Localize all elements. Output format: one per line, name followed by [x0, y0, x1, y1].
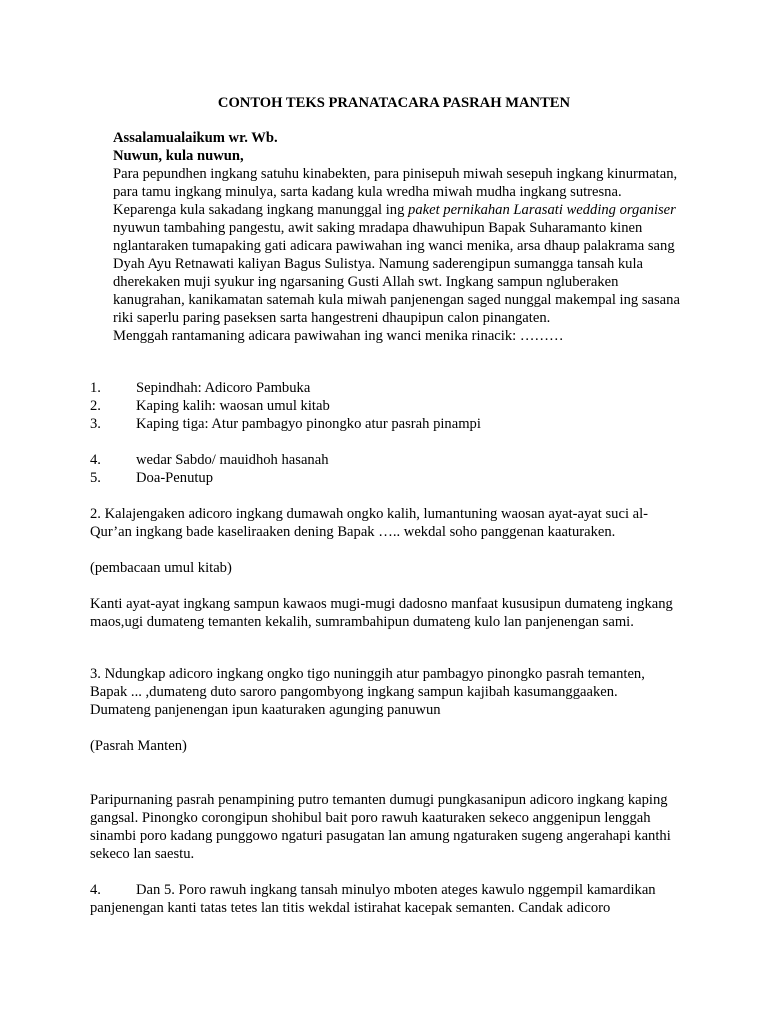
agenda-number: 4. [90, 452, 101, 468]
agenda-item [0, 415, 700, 433]
agenda-number: 3. [90, 416, 101, 432]
agenda-item [0, 379, 700, 397]
paragraph-kanti: Kanti ayat-ayat ingkang sampun kawaos mugi-mugi dadosno manfaat kususipun dumateng ingkang maos,ugi dumateng temanten kekalih, sumrambahipun dumateng kulo lan panjenengan sami. [90, 596, 673, 630]
intro-section [113, 129, 693, 345]
agenda-item [0, 469, 700, 487]
agenda-text: Kaping tiga: Atur pambagyo pinongko atur pasrah pinampi [136, 416, 481, 432]
document-title: CONTOH TEKS PRANATACARA PASRAH MANTEN [217, 95, 571, 111]
paragraph-pasrah: (Pasrah Manten) [90, 738, 187, 754]
intro-paragraph-2-end: nyuwun tambahing pangestu, awit saking mradapa dhawuhipun Bapak Suharamanto kinen nglantaraken tumapaking gati adicara pawiwahan ing wanci menika, arsa dhaup palakrama sang Dyah Ayu Retnawati kaliyan Bagus Sulistya. Namung saderengipun sumangga tansah kula dherekaken muji syukur ing ngarsaning Gusti Allah swt. Ingkang sampun ngluberaken kanugrahan, kanikamatan satemah kula miwah panjenengan saged nunggal makempal ing sasana riki saperlu paring paseksen sarta hangestreni dhaupipun calon pinangaten. [113, 220, 680, 326]
intro-paragraph-3: Menggah rantamaning adicara pawiwahan ing wanci menika rinacik: ……… [113, 328, 564, 344]
paragraph-item-four [90, 881, 680, 917]
paragraph-item-three: 3. Ndungkap adicoro ingkang ongko tigo nuninggih atur pambagyo pinongko pasrah temanten, Bapak ... ,dumateng duto saroro pangombyong ingkang sampun kajibah kasumanggaaken. Dumateng panjenengan ipun kaaturaken agunging panuwun [90, 666, 645, 718]
paragraph-item-four-number: 4. [90, 882, 101, 898]
agenda-list-b [0, 451, 700, 487]
agenda-text: Kaping kalih: waosan umul kitab [136, 398, 330, 414]
agenda-number: 2. [90, 398, 101, 414]
paragraph-item-four-text: Dan 5. Poro rawuh ingkang tansah minulyo mboten ateges kawulo nggempil kamardikan panjenengan kanti tatas tetes lan titis wekdal istirahat kacepak semanten. Candak adicoro [90, 882, 656, 916]
greeting-nuwun: Nuwun, kula nuwun, [113, 148, 244, 164]
agenda-text: Sepindhah: Adicoro Pambuka [136, 380, 311, 396]
agenda-text: Doa-Penutup [136, 470, 214, 486]
paragraph-pembacaan: (pembacaan umul kitab) [90, 560, 232, 576]
intro-paragraph-2-italic: paket pernikahan Larasati wedding organiser [408, 202, 676, 218]
agenda-number: 5. [90, 470, 101, 486]
agenda-list-a [0, 379, 700, 433]
agenda-number: 1. [90, 380, 101, 396]
paragraph-paripurna: Paripurnaning pasrah penampining putro temanten dumugi pungkasanipun adicoro ingkang kaping gangsal. Pinongko corongipun shohibul bait poro rawuh kaaturaken sekeco anggenipun lenggah sinambi poro kadang punggowo ngaturi pasugatan lan amung ngaturaken sugeng angerahapi kanthi sekeco lan saestu. [90, 792, 671, 862]
agenda-text: wedar Sabdo/ mauidhoh hasanah [136, 452, 329, 468]
intro-paragraph-2 [113, 201, 693, 327]
intro-paragraph-1: Para pepundhen ingkang satuhu kinabekten, para pinisepuh miwah sesepuh ingkang kinurmatan, para tamu ingkang minulya, sarta kadang kula wredha miwah mudha ingkang sutresna. [113, 166, 678, 200]
agenda-item [0, 397, 700, 415]
paragraph-item-two: 2. Kalajengaken adicoro ingkang dumawah ongko kalih, lumantuning waosan ayat-ayat suci al-Qur’an ingkang bade kaseliraaken dening Bapak ….. wekdal soho panggenan kaaturaken. [90, 506, 649, 540]
greeting-salam: Assalamualaikum wr. Wb. [113, 130, 278, 146]
intro-paragraph-2-start: Keparenga kula sakadang ingkang manunggal ing [113, 202, 409, 218]
agenda-item [0, 451, 700, 469]
